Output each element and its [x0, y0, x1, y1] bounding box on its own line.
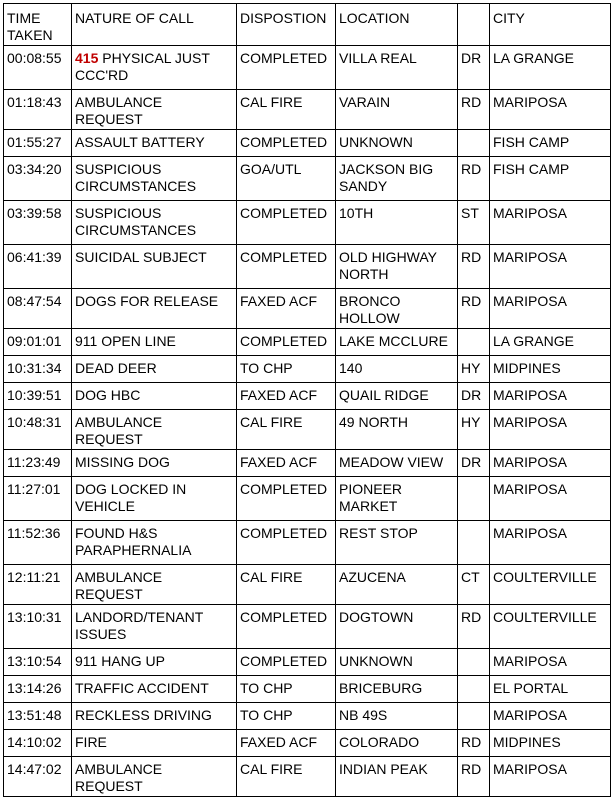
cell-street-type: DR: [458, 46, 490, 90]
call-code: 415: [75, 50, 99, 66]
cell-location: JACKSON BIG SANDY: [336, 157, 458, 201]
table-row: [4, 410, 611, 450]
cell-city: MARIPOSA: [490, 477, 611, 521]
cell-location: LAKE MCCLURE: [336, 329, 458, 356]
call-nature-text: DOGS FOR RELEASE: [75, 293, 219, 309]
cell-street-type: RD: [458, 157, 490, 201]
cell-location: PIONEER MARKET: [336, 477, 458, 521]
cell-city: MARIPOSA: [490, 245, 611, 289]
cell-time: 13:10:31: [4, 605, 72, 649]
call-nature-text: LANDORD/TENANT ISSUES: [75, 609, 204, 642]
cell-city: MIDPINES: [490, 730, 611, 757]
cell-street-type: DR: [458, 383, 490, 410]
cell-disposition: COMPLETED: [237, 46, 336, 90]
table-row: [4, 201, 611, 245]
cell-nature: [72, 90, 237, 130]
cell-disposition: COMPLETED: [237, 649, 336, 676]
cell-nature: [72, 157, 237, 201]
header-city: CITY: [490, 4, 611, 46]
cell-nature: [72, 703, 237, 730]
cell-location: 49 NORTH: [336, 410, 458, 450]
table-row: [4, 703, 611, 730]
call-nature-text: FIRE: [75, 734, 107, 750]
cell-time: 10:39:51: [4, 383, 72, 410]
table-row: [4, 356, 611, 383]
cell-nature: [72, 289, 237, 329]
cell-disposition: COMPLETED: [237, 605, 336, 649]
cell-street-type: RD: [458, 289, 490, 329]
cell-time: 10:48:31: [4, 410, 72, 450]
table-row: [4, 605, 611, 649]
cell-nature: [72, 356, 237, 383]
call-nature-text: AMBULANCE REQUEST: [75, 761, 163, 794]
cell-street-type: [458, 649, 490, 676]
cell-location: VARAIN: [336, 90, 458, 130]
cell-time: 10:31:34: [4, 356, 72, 383]
cell-time: 11:23:49: [4, 450, 72, 477]
call-nature-text: AMBULANCE REQUEST: [75, 569, 163, 602]
cell-city: MARIPOSA: [490, 90, 611, 130]
cell-nature: [72, 410, 237, 450]
cell-disposition: COMPLETED: [237, 201, 336, 245]
cell-disposition: FAXED ACF: [237, 289, 336, 329]
cell-location: REST STOP: [336, 521, 458, 565]
header-street-type: [458, 4, 490, 46]
cell-street-type: [458, 329, 490, 356]
call-nature-text: PHYSICAL JUST CCC'RD: [75, 50, 210, 83]
cell-city: MIDPINES: [490, 356, 611, 383]
cell-street-type: RD: [458, 757, 490, 797]
call-nature-text: DOG HBC: [75, 387, 141, 403]
cell-street-type: RD: [458, 245, 490, 289]
cell-location: BRONCO HOLLOW: [336, 289, 458, 329]
cell-time: 13:10:54: [4, 649, 72, 676]
cell-location: 10TH: [336, 201, 458, 245]
cell-nature: [72, 46, 237, 90]
cell-location: QUAIL RIDGE: [336, 383, 458, 410]
table-row: [4, 477, 611, 521]
cell-street-type: RD: [458, 90, 490, 130]
table-row: [4, 676, 611, 703]
cell-city: MARIPOSA: [490, 521, 611, 565]
table-row: [4, 289, 611, 329]
cell-nature: [72, 730, 237, 757]
call-nature-text: SUSPICIOUS CIRCUMSTANCES: [75, 205, 197, 238]
cell-city: EL PORTAL: [490, 676, 611, 703]
cell-disposition: TO CHP: [237, 356, 336, 383]
cell-nature: [72, 477, 237, 521]
call-nature-text: DEAD DEER: [75, 360, 157, 376]
cell-city: MARIPOSA: [490, 383, 611, 410]
cell-city: FISH CAMP: [490, 157, 611, 201]
table-row: [4, 565, 611, 605]
cell-disposition: FAXED ACF: [237, 730, 336, 757]
table-row: [4, 383, 611, 410]
cell-location: AZUCENA: [336, 565, 458, 605]
cell-disposition: TO CHP: [237, 676, 336, 703]
cell-city: FISH CAMP: [490, 130, 611, 157]
cell-location: VILLA REAL: [336, 46, 458, 90]
cell-city: MARIPOSA: [490, 450, 611, 477]
cell-location: COLORADO: [336, 730, 458, 757]
header-row: [4, 4, 611, 46]
cell-disposition: FAXED ACF: [237, 450, 336, 477]
cell-time: 01:55:27: [4, 130, 72, 157]
cell-nature: [72, 329, 237, 356]
cell-city: MARIPOSA: [490, 757, 611, 797]
cell-disposition: COMPLETED: [237, 130, 336, 157]
cell-nature: [72, 649, 237, 676]
cell-city: LA GRANGE: [490, 329, 611, 356]
cell-time: 14:10:02: [4, 730, 72, 757]
header-location: LOCATION: [336, 4, 458, 46]
cell-time: 00:08:55: [4, 46, 72, 90]
cell-street-type: [458, 521, 490, 565]
cell-nature: [72, 676, 237, 703]
cell-nature: [72, 757, 237, 797]
table-row: [4, 130, 611, 157]
cell-nature: [72, 605, 237, 649]
cell-street-type: DR: [458, 450, 490, 477]
cell-city: MARIPOSA: [490, 703, 611, 730]
cell-time: 11:52:36: [4, 521, 72, 565]
call-nature-text: SUICIDAL SUBJECT: [75, 249, 207, 265]
table-row: [4, 450, 611, 477]
table-row: [4, 730, 611, 757]
cell-city: MARIPOSA: [490, 201, 611, 245]
cell-location: MEADOW VIEW: [336, 450, 458, 477]
table-row: [4, 90, 611, 130]
cell-disposition: GOA/UTL: [237, 157, 336, 201]
cell-nature: [72, 450, 237, 477]
cell-disposition: FAXED ACF: [237, 383, 336, 410]
cell-nature: [72, 245, 237, 289]
call-nature-text: 911 OPEN LINE: [75, 333, 176, 349]
call-nature-text: AMBULANCE REQUEST: [75, 94, 163, 127]
cell-street-type: HY: [458, 356, 490, 383]
cell-street-type: HY: [458, 410, 490, 450]
header-time: TIME TAKEN: [4, 4, 72, 46]
call-nature-text: RECKLESS DRIVING: [75, 707, 212, 723]
cell-nature: [72, 521, 237, 565]
cell-location: DOGTOWN: [336, 605, 458, 649]
call-nature-text: SUSPICIOUS CIRCUMSTANCES: [75, 161, 197, 194]
cell-nature: [72, 565, 237, 605]
cell-time: 03:34:20: [4, 157, 72, 201]
call-nature-text: MISSING DOG: [75, 454, 170, 470]
cell-nature: [72, 383, 237, 410]
table-row: [4, 46, 611, 90]
cell-street-type: RD: [458, 605, 490, 649]
cell-city: MARIPOSA: [490, 649, 611, 676]
cell-disposition: TO CHP: [237, 703, 336, 730]
cell-time: 03:39:58: [4, 201, 72, 245]
cell-disposition: COMPLETED: [237, 521, 336, 565]
call-nature-text: TRAFFIC ACCIDENT: [75, 680, 209, 696]
cell-nature: [72, 201, 237, 245]
cell-location: INDIAN PEAK: [336, 757, 458, 797]
call-log-table: [3, 3, 611, 797]
cell-disposition: CAL FIRE: [237, 757, 336, 797]
cell-time: 09:01:01: [4, 329, 72, 356]
cell-nature: [72, 130, 237, 157]
cell-street-type: [458, 130, 490, 157]
cell-time: 14:47:02: [4, 757, 72, 797]
table-row: [4, 329, 611, 356]
cell-location: 140: [336, 356, 458, 383]
cell-disposition: CAL FIRE: [237, 565, 336, 605]
call-nature-text: FOUND H&S PARAPHERNALIA: [75, 525, 192, 558]
cell-time: 11:27:01: [4, 477, 72, 521]
cell-location: UNKNOWN: [336, 130, 458, 157]
table-row: [4, 649, 611, 676]
table-row: [4, 521, 611, 565]
cell-disposition: COMPLETED: [237, 329, 336, 356]
cell-time: 08:47:54: [4, 289, 72, 329]
cell-city: MARIPOSA: [490, 289, 611, 329]
cell-disposition: COMPLETED: [237, 245, 336, 289]
cell-street-type: RD: [458, 730, 490, 757]
cell-disposition: CAL FIRE: [237, 410, 336, 450]
cell-time: 13:51:48: [4, 703, 72, 730]
cell-city: MARIPOSA: [490, 410, 611, 450]
cell-time: 12:11:21: [4, 565, 72, 605]
cell-time: 01:18:43: [4, 90, 72, 130]
header-nature: NATURE OF CALL: [72, 4, 237, 46]
cell-location: OLD HIGHWAY NORTH: [336, 245, 458, 289]
cell-street-type: [458, 676, 490, 703]
cell-street-type: ST: [458, 201, 490, 245]
cell-time: 06:41:39: [4, 245, 72, 289]
cell-street-type: CT: [458, 565, 490, 605]
call-nature-text: 911 HANG UP: [75, 653, 165, 669]
cell-time: 13:14:26: [4, 676, 72, 703]
cell-location: UNKNOWN: [336, 649, 458, 676]
cell-location: BRICEBURG: [336, 676, 458, 703]
table-row: [4, 757, 611, 797]
call-nature-text: ASSAULT BATTERY: [75, 134, 205, 150]
table-row: [4, 157, 611, 201]
header-disposition: DISPOSTION: [237, 4, 336, 46]
cell-disposition: COMPLETED: [237, 477, 336, 521]
cell-city: LA GRANGE: [490, 46, 611, 90]
cell-city: COULTERVILLE: [490, 565, 611, 605]
cell-location: NB 49S: [336, 703, 458, 730]
call-nature-text: AMBULANCE REQUEST: [75, 414, 163, 447]
call-nature-text: DOG LOCKED IN VEHICLE: [75, 481, 187, 514]
table-row: [4, 245, 611, 289]
cell-street-type: [458, 477, 490, 521]
cell-disposition: CAL FIRE: [237, 90, 336, 130]
cell-street-type: [458, 703, 490, 730]
cell-city: COULTERVILLE: [490, 605, 611, 649]
